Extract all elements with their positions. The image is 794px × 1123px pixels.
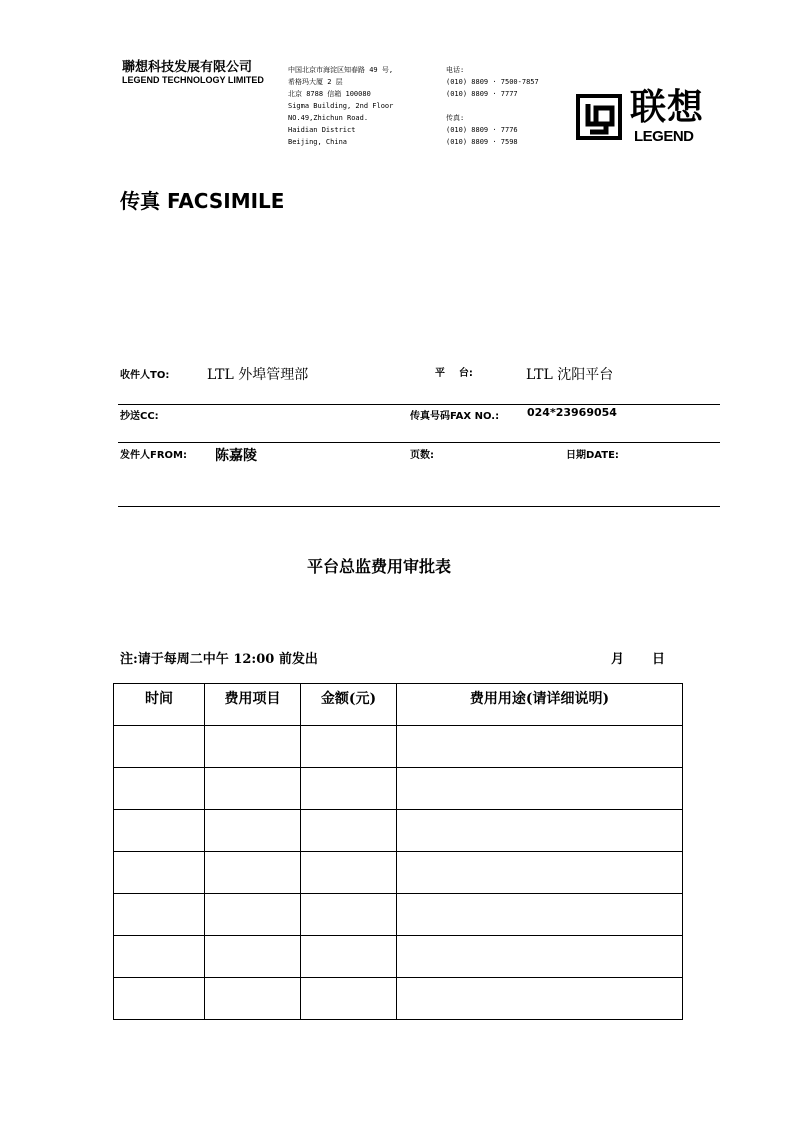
cell-purpose[interactable] <box>397 726 683 768</box>
cell-amount[interactable] <box>301 894 397 936</box>
cell-purpose[interactable] <box>397 978 683 1020</box>
address-line: NO.49,Zhichun Road. <box>288 114 369 122</box>
divider-line <box>118 442 720 443</box>
contact-block <box>446 64 539 148</box>
address-line: 中国北京市海淀区知春路 49 号, <box>288 66 394 74</box>
cell-purpose[interactable] <box>397 936 683 978</box>
phone-label: 电话: <box>446 66 465 74</box>
expense-table <box>113 683 683 1020</box>
month-label: 月 <box>611 652 625 667</box>
divider-line <box>118 404 720 405</box>
platform-value: LTL 沈阳平台 <box>526 367 614 383</box>
address-line: Haidian District <box>288 126 356 134</box>
cell-time[interactable] <box>114 852 205 894</box>
cell-expense-item[interactable] <box>205 852 301 894</box>
from-label: 发件人FROM: <box>120 450 187 461</box>
table-row <box>114 852 683 894</box>
company-name-en: LEGEND TECHNOLOGY LIMITED <box>122 75 264 85</box>
address-line: Sigma Building, 2nd Floor <box>288 102 394 110</box>
cell-purpose[interactable] <box>397 894 683 936</box>
date-label: 日期DATE: <box>566 450 619 461</box>
header-time: 时间 <box>114 684 205 726</box>
table-row <box>114 894 683 936</box>
table-row <box>114 726 683 768</box>
fax-no-label: 传真号码FAX NO.: <box>410 411 500 422</box>
cell-amount[interactable] <box>301 768 397 810</box>
from-value: 陈嘉陵 <box>215 448 257 464</box>
cell-expense-item[interactable] <box>205 810 301 852</box>
cell-expense-item[interactable] <box>205 936 301 978</box>
phone-number: (010) 8809 · 7777 <box>446 90 518 98</box>
cell-amount[interactable] <box>301 978 397 1020</box>
to-value: LTL 外埠管理部 <box>207 367 309 383</box>
cell-purpose[interactable] <box>397 768 683 810</box>
cell-expense-item[interactable] <box>205 978 301 1020</box>
document-title: 传真 FACSIMILE <box>120 189 285 213</box>
address-line: 希格玛大厦 2 层 <box>288 78 343 86</box>
pages-label: 页数: <box>410 450 434 461</box>
cell-expense-item[interactable] <box>205 768 301 810</box>
legend-logo-icon <box>576 94 622 140</box>
deadline-note: 注:请于每周二中午 12:00 前发出 <box>120 652 318 667</box>
table-row <box>114 810 683 852</box>
form-title: 平台总监费用审批表 <box>307 557 452 576</box>
address-line: 北京 8788 信箱 100080 <box>288 90 371 98</box>
header-expense-item: 费用项目 <box>205 684 301 726</box>
cell-time[interactable] <box>114 978 205 1020</box>
platform-label: 平 台: <box>435 368 473 379</box>
logo-text-en: LEGEND <box>634 128 694 145</box>
company-name-cn: 聯想科技发展有限公司 <box>122 60 253 75</box>
day-label: 日 <box>652 652 666 667</box>
cell-expense-item[interactable] <box>205 726 301 768</box>
cc-label: 抄送CC: <box>120 411 159 422</box>
cell-time[interactable] <box>114 768 205 810</box>
cell-time[interactable] <box>114 726 205 768</box>
table-row <box>114 978 683 1020</box>
to-label: 收件人TO: <box>120 370 170 381</box>
phone-number: (010) 8809 · 7500-7857 <box>446 78 539 86</box>
cell-amount[interactable] <box>301 852 397 894</box>
cell-amount[interactable] <box>301 936 397 978</box>
address-block <box>288 64 393 148</box>
divider-line <box>118 506 720 507</box>
cell-expense-item[interactable] <box>205 894 301 936</box>
address-line: Beijing, China <box>288 138 348 146</box>
header-amount: 金额(元) <box>301 684 397 726</box>
cell-time[interactable] <box>114 894 205 936</box>
fax-no-value: 024*23969054 <box>527 406 617 419</box>
table-row <box>114 768 683 810</box>
table-header-row <box>114 684 683 726</box>
cell-time[interactable] <box>114 936 205 978</box>
header-purpose: 费用用途(请详细说明) <box>397 684 683 726</box>
fax-number: (010) 8809 · 7598 <box>446 138 518 146</box>
table-row <box>114 936 683 978</box>
cell-amount[interactable] <box>301 810 397 852</box>
cell-purpose[interactable] <box>397 852 683 894</box>
logo-text-cn: 联想 <box>630 87 705 128</box>
fax-label: 传真: <box>446 114 465 122</box>
cell-time[interactable] <box>114 810 205 852</box>
cell-amount[interactable] <box>301 726 397 768</box>
cell-purpose[interactable] <box>397 810 683 852</box>
fax-number: (010) 8809 · 7776 <box>446 126 518 134</box>
